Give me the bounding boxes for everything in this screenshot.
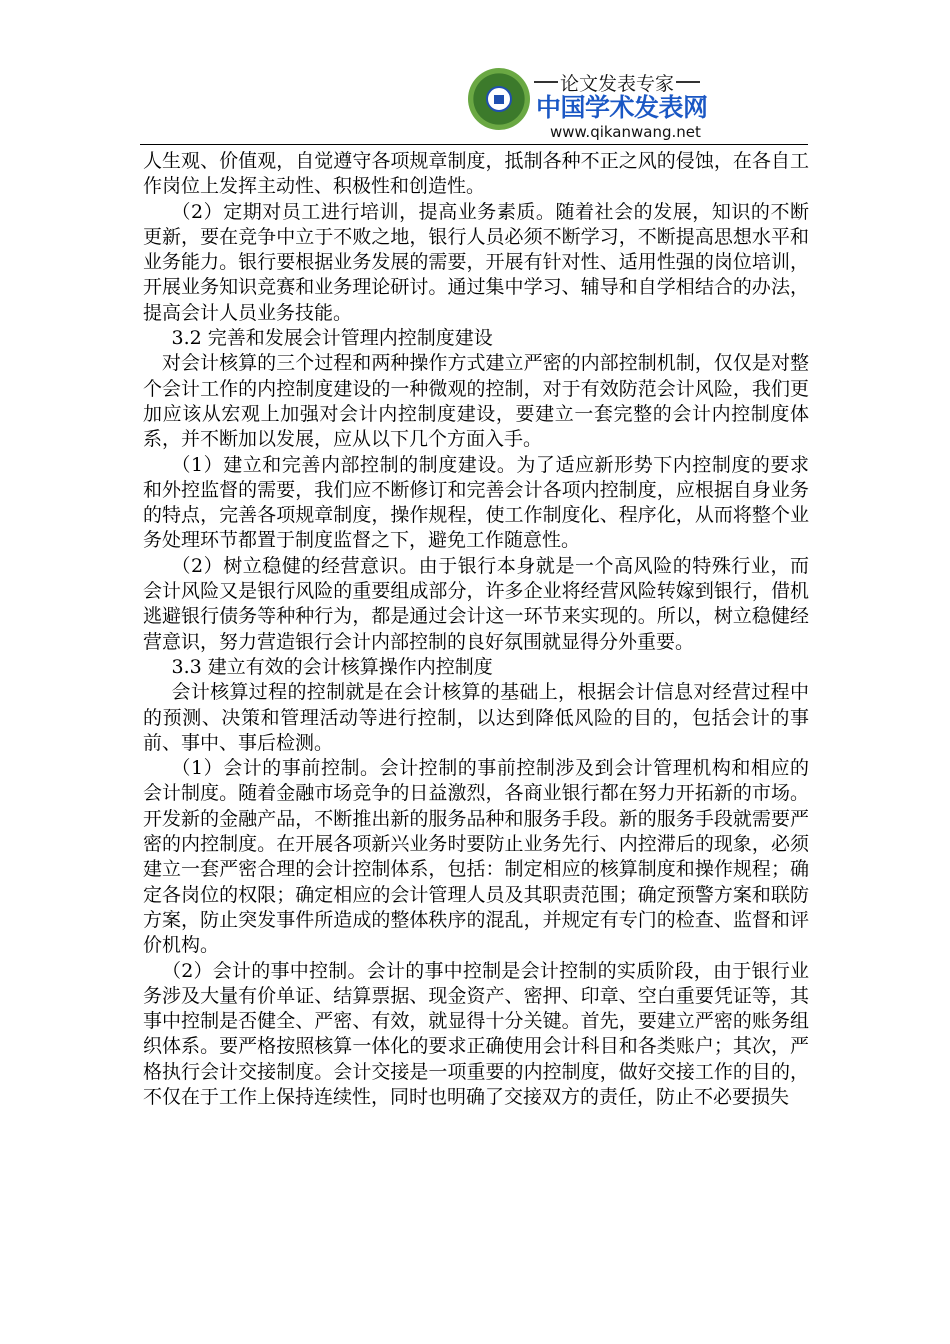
header-tagline: [534, 70, 700, 94]
paragraph: （1）建立和完善内部控制的制度建设。为了适应新形势下内控制度的要求和外控监督的需要，我们应不断修订和完善会计各项内控制度，应根据自身业务的特点，完善各项规章制度，操作规程，使工作制度化、程序化，从而将整个业务处理环节都置于制度监督之下，避免工作随意性。: [143, 453, 809, 552]
header-banner: [468, 68, 708, 144]
section-heading: 3.2 完善和发展会计管理内控制度建设: [171, 327, 493, 350]
brand-name: 中国学术发表网: [536, 93, 708, 122]
section-heading: 3.3 建立有效的会计核算操作内控制度: [171, 655, 493, 678]
paragraph: 人生观、价值观，自觉遵守各项规章制度，抵制各种不正之风的侵蚀，在各自工作岗位上发挥主动性、积极性和创造性。: [143, 150, 809, 198]
header-rule: [140, 144, 808, 145]
paragraph: 会计核算过程的控制就是在会计核算的基础上，根据会计信息对经营过程中的预测、决策和管理活动等进行控制，以达到降低风险的目的，包括会计的事前、事中、事后检测。: [143, 681, 809, 754]
site-url: www.qikanwang.net: [550, 123, 701, 141]
paragraph: （2）树立稳健的经营意识。由于银行本身就是一个高风险的特殊行业，而会计风险又是银行风险的重要组成部分，许多企业将经营风险转嫁到银行，借机逃避银行债务等种种行为，都是通过会计这一环节来实现的。所以，树立稳健经营意识，努力营造银行会计内部控制的良好氛围就显得分外重要。: [143, 554, 809, 653]
logo-seal-icon: [468, 68, 530, 130]
paragraph: 对会计核算的三个过程和两种操作方式建立严密的内部控制机制，仅仅是对整个会计工作的内控制度建设的一种微观的控制，对于有效防范会计风险，我们更加应该从宏观上加强对会计内控制度建设，要建立一套完整的会计内控制度体系，并不断加以发展，应从以下几个方面入手。: [143, 352, 809, 451]
paragraph: （1）会计的事前控制。会计控制的事前控制涉及到会计管理机构和相应的会计制度。随着金融市场竞争的日益激烈，各商业银行都在努力开拓新的市场。开发新的金融产品，不断推出新的服务品种和服务手段。新的服务手段就需要严密的内控制度。在开展各项新兴业务时要防止业务先行、内控滞后的现象，必须建立一套严密合理的会计控制体系，包括：制定相应的核算制度和操作规程；确定各岗位的权限；确定相应的会计管理人员及其职责范围；确定预警方案和联防方案，防止突发事件所造成的整体秩序的混乱，并规定有专门的检查、监督和评价机构。: [143, 757, 809, 957]
body-text: [143, 149, 809, 1110]
tagline-text: 论文发表专家: [560, 72, 675, 95]
paragraph: （2）会计的事中控制。会计的事中控制是会计控制的实质阶段，由于银行业务涉及大量有价单证、结算票据、现金资产、密押、印章、空白重要凭证等，其事中控制是否健全、严密、有效，就显得十分关键。首先，要建立严密的账务组织体系。要严格按照核算一体化的要求正确使用会计科目和各类账户；其次，严格执行会计交接制度。会计交接是一项重要的内控制度，做好交接工作的目的，不仅在于工作上保持连续性，同时也明确了交接双方的责任，防止不必要损失: [143, 959, 809, 1108]
paragraph: （2）定期对员工进行培训，提高业务素质。随着社会的发展，知识的不断更新，要在竞争中立于不败之地，银行人员必须不断学习，不断提高思想水平和业务能力。银行要根据业务发展的需要，开展有针对性、适用性强的岗位培训，开展业务知识竞赛和业务理论研讨。通过集中学习、辅导和自学相结合的办法，提高会计人员业务技能。: [143, 200, 809, 324]
